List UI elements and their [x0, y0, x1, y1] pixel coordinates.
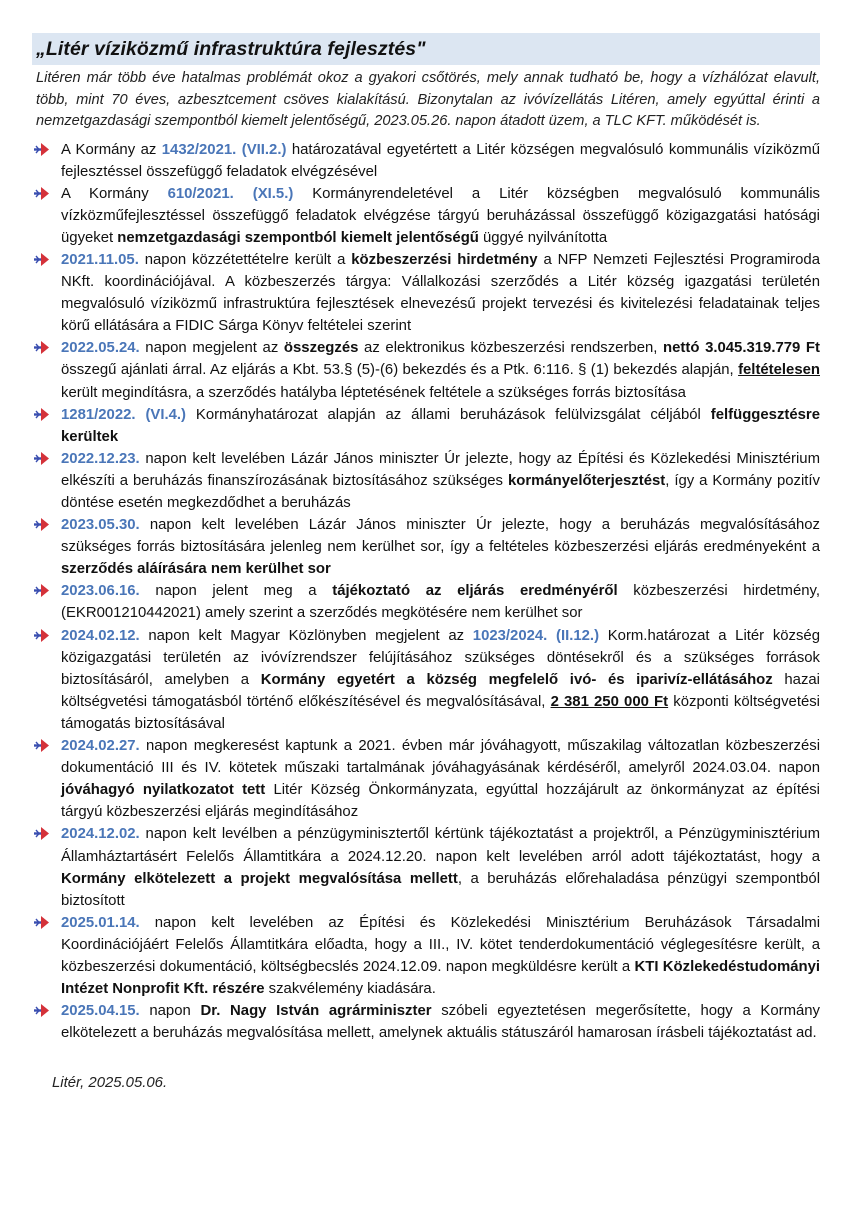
timeline-list — [32, 139, 820, 1045]
decree-ref: 610/2021. (XI.5.) — [167, 185, 294, 202]
document-page — [32, 33, 820, 1091]
item-date: 2024.02.27. — [61, 738, 140, 755]
bullet-arrow-icon — [33, 737, 50, 754]
place-date-signature: Litér, 2025.05.06. — [52, 1075, 168, 1092]
bullet-arrow-icon — [33, 627, 50, 644]
list-item: 2022.12.23. napon kelt levelében Lázár János miniszter Úr jelezte, hogy az Építési és Közlekedési Minisztérium elkészíti a beruházás finanszírozásának biztosításához szükséges kormányelőterjesztést, így a Kormány pozitív döntése esetén megkezdődhet a beruházás — [32, 448, 820, 514]
list-item: 2023.05.30. napon kelt levelében Lázár János miniszter Úr jelezte, hogy a beruházás megvalósításához szükséges forrás biztosítására jelenleg nem kerülhet sor, így a feltételes közbeszerzési eljárás eredményeként a szerződés aláírására nem kerülhet sor — [32, 514, 820, 580]
title-bar — [32, 33, 820, 65]
bullet-arrow-icon — [33, 825, 50, 842]
bullet-arrow-icon — [33, 1002, 50, 1019]
resolution-ref: 1281/2022. (VI.4.) — [61, 406, 186, 423]
item-date: 2021.11.05. — [61, 251, 139, 268]
list-item: 2024.02.27. napon megkeresést kaptunk a 2021. évben már jóváhagyott, műszakilag változatlan közbeszerzési dokumentáció III és IV. kötetek műszaki tartalmának jóváhagyásának kérdéséről, amelyről 2024.03.04. napon jóváhagyó nyilatkozatot tett Litér Község Önkormányzata, egyúttal hozzájárult az önkormányzat az építési tárgyú közbeszerzési eljárás megindításához — [32, 735, 820, 823]
bullet-arrow-icon — [33, 914, 50, 931]
list-item: 2021.11.05. napon közzétettételre került a közbeszerzési hirdetmény a NFP Nemzeti Fejlesztési Programiroda NKft. koordinációjával. A közbeszerzés tárgya: Vállalkozási szerződés a Litér község igazgatási területén megvalósuló víziközmű infrastruktúra fejlesztések elnevezésű projekt tervezési és kivitelezési feladatainak teljes körű ellátására a FIDIC Sárga Könyv feltételei szerint — [32, 249, 820, 337]
list-item: 2024.12.02. napon kelt levélben a pénzügyminisztertől kértünk tájékoztatást a projektről, a Pénzügyminisztérium Államháztartásért Felelős Államtitkára a 2024.12.20. napon kelt levelében arról adott tájékoztatást, hogy a Kormány elkötelezett a projekt megvalósítása mellett, a beruházás előrehaladása pénzügyi szempontból biztosított — [32, 823, 820, 911]
resolution-ref: 1023/2024. (II.12.) — [472, 627, 600, 644]
item-date: 2022.05.24. — [61, 340, 140, 357]
bullet-arrow-icon — [33, 339, 50, 356]
bullet-arrow-icon — [33, 582, 50, 599]
item-date: 2023.05.30. — [61, 517, 140, 534]
item-date: 2023.06.16. — [61, 583, 140, 600]
item-date: 2022.12.23. — [61, 450, 140, 467]
list-item: 2023.06.16. napon jelent meg a tájékoztató az eljárás eredményéről közbeszerzési hirdetmény, (EKR001210442021) amely szerint a szerződés megkötésére nem kerülhet sor — [32, 580, 820, 624]
list-item: A Kormány 610/2021. (XI.5.) Kormányrendeletével a Litér községben megvalósuló kommunális vízközműfejlesztéssel összefüggő feladatok elvégzése tárgyú beruházással összefüggő közigazgatási hatósági ügyeket nemzetgazdasági szempontból kiemelt jelentőségű üggyé nyilvánította — [32, 183, 820, 249]
page-title: „Litér víziközmű infrastruktúra fejlesztés" — [36, 37, 426, 60]
resolution-ref: 1432/2021. (VII.2.) — [161, 141, 287, 158]
bullet-arrow-icon — [33, 516, 50, 533]
list-item: 2025.01.14. napon kelt levelében az Építési és Közlekedési Minisztérium Beruházások Társadalmi Koordinációjáért Felelős Államtitkára előadta, hogy a III., IV. kötet tenderdokumentáció véglegesítésre került, a közbeszerzési dokumentáció, költségbecslés 2024.12.09. napon megküldésre került a KTI Közlekedéstudományi Intézet Nonprofit Kft. részére szakvélemény kiadására. — [32, 912, 820, 1000]
list-item: 2025.04.15. napon Dr. Nagy István agrárminiszter szóbeli egyeztetésen megerősítette, hogy a Kormány elkötelezett a beruházás megvalósítása mellett, amelynek aktuális státuszáról hamarosan írásbeli tájékoztatást ad. — [32, 1000, 820, 1044]
bullet-arrow-icon — [33, 251, 50, 268]
item-date: 2025.01.14. — [61, 914, 140, 931]
list-item: 2024.02.12. napon kelt Magyar Közlönyben megjelent az 1023/2024. (II.12.) Korm.határozat a Litér község közigazgatási területén az ivóvízrendszer felújításához szükséges döntésekről és a szükséges források biztosításáról, amelyben a Kormány egyetért a község megfelelő ivó- és iparivíz-ellátásához hazai költségvetési támogatásból történő előkészítésével és megvalósításával, 2 381 250 000 Ft központi költségvetési támogatás biztosításával — [32, 625, 820, 735]
bullet-arrow-icon — [33, 450, 50, 467]
item-date: 2024.12.02. — [61, 826, 140, 843]
item-date: 2025.04.15. — [61, 1003, 140, 1020]
intro-paragraph: Litéren már több éve hatalmas problémát okoz a gyakori csőtörés, mely annak tudható be, hogy a vízhálózat elavult, több, mint 70 éves, azbesztcement csöves kialakítású. Bizonytalan az ivóvízellátás Litéren, amely egyúttal érinti a nemzetgazdasági szempontból kiemelt jelentőségű, 2023.05.26. napon átadott üzem, a TLC KFT. működését is. — [36, 70, 820, 129]
bullet-arrow-icon — [33, 185, 50, 202]
list-item: 2022.05.24. napon megjelent az összegzés az elektronikus közbeszerzési rendszerben, nettó 3.045.319.779 Ft összegű ajánlati árral. Az eljárás a Kbt. 53.§ (5)-(6) bekezdés és a Ptk. 6:116. § (1) bekezdés alapján, feltételesen került megindításra, a szerződés hatályba léptetésének feltétele a szükséges forrás biztosítása — [32, 337, 820, 403]
bullet-arrow-icon — [33, 406, 50, 423]
item-date: 2024.02.12. — [61, 627, 140, 644]
list-item: A Kormány az 1432/2021. (VII.2.) határozatával egyetértett a Litér községen megvalósuló kommunális víziközmű fejlesztéssel összefüggő feladatok elvégzésével — [32, 139, 820, 183]
bullet-arrow-icon — [33, 141, 50, 158]
list-item: 1281/2022. (VI.4.) Kormányhatározat alapján az állami beruházások felülvizsgálat céljából felfüggesztésre kerültek — [32, 404, 820, 448]
